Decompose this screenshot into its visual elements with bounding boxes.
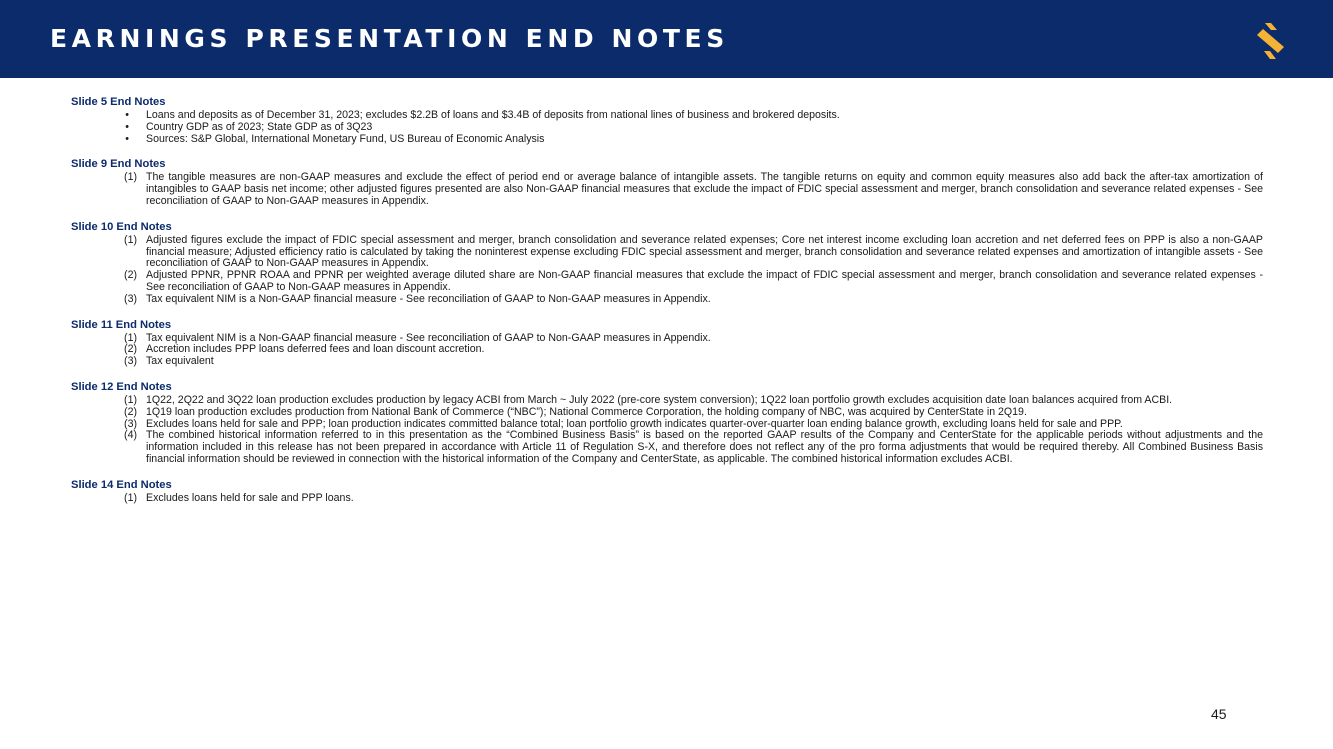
end-notes-section: [71, 95, 1263, 145]
end-notes-content: [71, 95, 1263, 517]
southstate-logo-icon: [1254, 21, 1288, 61]
note-item: [71, 395, 1263, 407]
note-item: [71, 270, 1263, 294]
end-notes-section: [71, 220, 1263, 306]
note-item: [71, 122, 1263, 134]
note-marker: (1): [124, 171, 137, 184]
note-marker: (1): [124, 233, 137, 246]
note-text: Excludes loans held for sale and PPP; loan production indicates committed balance total; loan portfolio growth indicates quarter-over-quarter loan ending balance growth, excluding loans held for sale and PPP.: [146, 417, 1123, 430]
section-title: Slide 12 End Notes: [71, 380, 172, 393]
note-text: Loans and deposits as of December 31, 2023; excludes $2.2B of loans and $3.4B of deposits from national lines of business and brokered deposits.: [146, 109, 840, 121]
note-marker: (1): [124, 393, 137, 406]
note-marker: (3): [124, 355, 137, 368]
note-text: Accretion includes PPP loans deferred fees and loan discount accretion.: [146, 343, 485, 356]
note-text: The combined historical information referred to in this presentation as the “Combined Business Basis” is based on the reported GAAP results of the Company and CenterState for the applicable periods without adjustments and the information included in this release has not been prepared in accordance with Article 11 of Regulation S-X, and therefore does not reflect any of the pro forma adjustments that would be required thereby. All Combined Business Basis financial information should be reviewed in connection with the historical information of the Company and CenterState, as applicable. The combined historical information excludes ACBI.: [146, 429, 1263, 465]
note-item: [71, 344, 1263, 356]
note-item: [71, 235, 1263, 270]
note-marker: (1): [124, 331, 137, 344]
note-item: [71, 172, 1263, 207]
note-item: [71, 430, 1263, 465]
note-marker: (1): [124, 491, 137, 504]
note-marker: •: [125, 132, 129, 145]
note-text: Tax equivalent: [146, 355, 214, 368]
note-item: [71, 407, 1263, 419]
section-title: Slide 9 End Notes: [71, 158, 166, 171]
note-marker: •: [125, 109, 129, 121]
note-text: Tax equivalent NIM is a Non-GAAP financial measure - See reconciliation of GAAP to Non-GAAP measures in Appendix.: [146, 292, 711, 305]
note-item: [71, 356, 1263, 368]
note-text: 1Q19 loan production excludes production from National Bank of Commerce (“NBC”); National Commerce Corporation, the holding company of NBC, was acquired by CenterState in 2Q19.: [146, 405, 1027, 418]
end-notes-section: [71, 157, 1263, 207]
note-text: Country GDP as of 2023; State GDP as of 3Q23: [146, 120, 373, 133]
note-marker: (2): [124, 343, 137, 356]
section-title: Slide 10 End Notes: [71, 220, 172, 233]
note-list: [71, 395, 1263, 466]
note-text: Adjusted PPNR, PPNR ROAA and PPNR per weighted average diluted share are Non-GAAP financial measures that exclude the impact of FDIC special assessment and merger, branch consolidation and severance related expenses - See reconciliation of GAAP to Non-GAAP measures in Appendix.: [146, 269, 1263, 293]
note-marker: (4): [124, 429, 137, 442]
note-text: 1Q22, 2Q22 and 3Q22 loan production excludes production by legacy ACBI from March ~ July 2022 (pre-core system conversion); 1Q22 loan portfolio growth excludes acquisition date loan balances acquired from ACBI.: [146, 393, 1173, 406]
note-list: [71, 235, 1263, 306]
note-text: Excludes loans held for sale and PPP loans.: [146, 491, 354, 504]
note-marker: •: [125, 120, 129, 133]
page-title: EARNINGS PRESENTATION END NOTES: [50, 24, 729, 53]
page-number: 45: [1211, 706, 1227, 722]
note-text: Adjusted figures exclude the impact of FDIC special assessment and merger, branch consolidation and severance related expenses; Core net interest income excluding loan accretion and net deferred fees on PPP is also a non-GAAP financial measure; Adjusted efficiency ratio is calculated by taking the noninterest expense excluding FDIC special assessment and merger, branch consolidation and severance related expenses and amortization of intangible assets - See reconciliation of GAAP to Non-GAAP measures in Appendix.: [146, 233, 1263, 270]
end-notes-section: [71, 380, 1263, 466]
note-item: [71, 493, 1263, 505]
note-text: The tangible measures are non-GAAP measures and exclude the effect of period end or average balance of intangible assets. The tangible returns on equity and common equity measures also add back the after-tax amortization of intangibles to GAAP basis net income; other adjusted figures presented are also Non-GAAP financial measures that exclude the impact of FDIC special assessment and merger, branch consolidation and severance related expenses - See reconciliation of GAAP to Non-GAAP measures in Appendix.: [146, 171, 1263, 207]
note-marker: (2): [124, 405, 137, 418]
note-item: [71, 134, 1263, 146]
note-marker: (2): [124, 269, 137, 282]
note-list: [71, 110, 1263, 145]
note-list: [71, 172, 1263, 207]
note-marker: (3): [124, 292, 137, 305]
note-list: [71, 493, 1263, 505]
note-item: [71, 294, 1263, 306]
note-text: Tax equivalent NIM is a Non-GAAP financial measure - See reconciliation of GAAP to Non-GAAP measures in Appendix.: [146, 331, 711, 344]
note-marker: (3): [124, 417, 137, 430]
note-text: Sources: S&P Global, International Monetary Fund, US Bureau of Economic Analysis: [146, 132, 545, 145]
section-title: Slide 5 End Notes: [71, 96, 166, 108]
section-title: Slide 11 End Notes: [71, 318, 172, 331]
section-title: Slide 14 End Notes: [71, 478, 172, 491]
end-notes-section: [71, 318, 1263, 368]
header-bar: [0, 0, 1333, 78]
note-list: [71, 333, 1263, 368]
end-notes-section: [71, 478, 1263, 505]
